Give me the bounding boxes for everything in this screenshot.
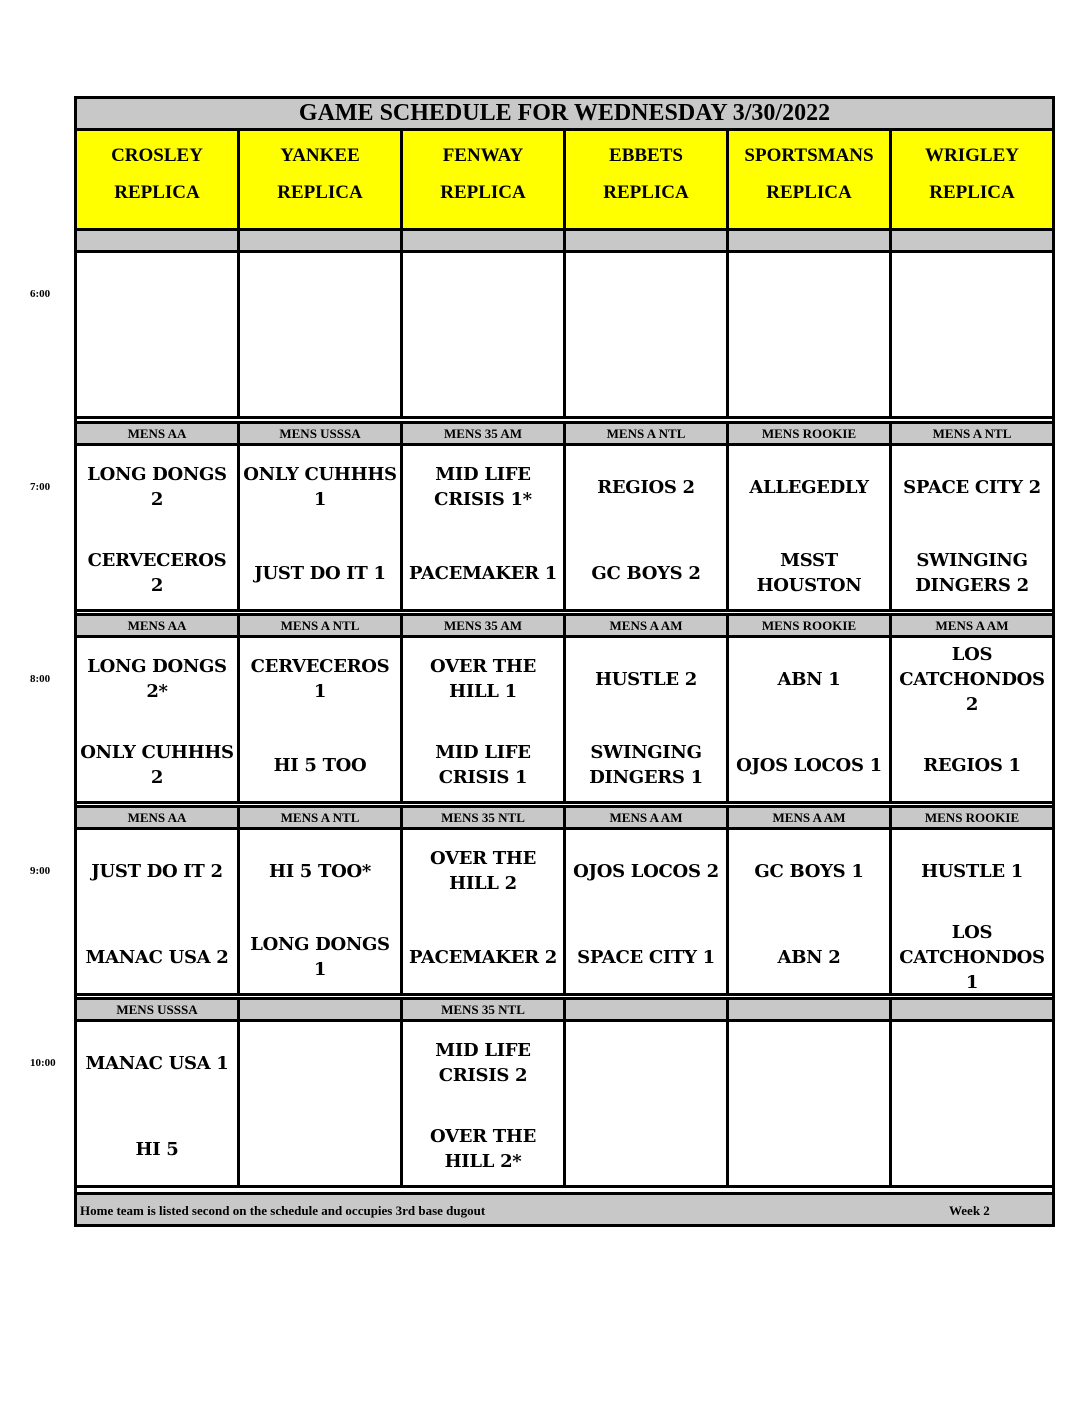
game-cell — [563, 443, 729, 612]
schedule-footer — [74, 1192, 1055, 1227]
game-cell — [237, 635, 403, 804]
home-team: JUST DO IT 1 — [254, 563, 386, 584]
game-cell — [563, 1019, 729, 1188]
field-type: REPLICA — [440, 182, 526, 203]
division-label: MENS ROOKIE — [726, 421, 892, 446]
field-type: REPLICA — [929, 182, 1015, 203]
field-type: REPLICA — [603, 182, 689, 203]
division-label: MENS ROOKIE — [889, 805, 1055, 830]
division-label: MENS AA — [74, 613, 240, 638]
home-team: MSST HOUSTON — [756, 550, 862, 596]
away-team: OVER THE HILL 2 — [430, 848, 536, 894]
time-label: 10:00 — [30, 1057, 56, 1069]
away-team: REGIOS 2 — [597, 477, 695, 498]
away-team: ABN 1 — [777, 669, 841, 690]
division-label: MENS 35 NTL — [400, 997, 566, 1022]
game-cell — [563, 250, 729, 419]
field-name: YANKEE — [280, 145, 360, 166]
game-cell — [400, 635, 566, 804]
home-team: LOS CATCHONDOS 1 — [899, 922, 1045, 993]
game-cell — [889, 635, 1055, 804]
game-cell — [74, 827, 240, 996]
division-label: MENS A NTL — [563, 421, 729, 446]
field-name: CROSLEY — [111, 145, 203, 166]
game-cell — [237, 1019, 403, 1188]
game-cell — [889, 443, 1055, 612]
time-label: 9:00 — [30, 865, 51, 877]
away-team: GC BOYS 1 — [754, 861, 864, 882]
home-team: PACEMAKER 2 — [409, 947, 557, 968]
field-type: REPLICA — [277, 182, 363, 203]
schedule-title: GAME SCHEDULE FOR WEDNESDAY 3/30/2022 — [74, 96, 1055, 131]
division-label: MENS A AM — [726, 805, 892, 830]
away-team: HI 5 TOO* — [269, 861, 371, 882]
away-team: OJOS LOCOS 2 — [573, 861, 719, 882]
away-team: OVER THE HILL 1 — [430, 656, 536, 702]
game-cell — [889, 1019, 1055, 1188]
division-label: MENS A NTL — [237, 805, 403, 830]
away-team: LOS CATCHONDOS 2 — [899, 644, 1045, 715]
game-cell — [726, 250, 892, 419]
home-team: GC BOYS 2 — [591, 563, 701, 584]
away-team: HUSTLE 1 — [921, 861, 1023, 882]
away-team: ONLY CUHHHS 1 — [243, 464, 397, 510]
home-team: HI 5 TOO — [273, 755, 367, 776]
home-team: ABN 2 — [777, 947, 841, 968]
home-team: SPACE CITY 1 — [577, 947, 715, 968]
home-team: LONG DONGS 1 — [250, 934, 390, 980]
game-cell — [726, 827, 892, 996]
game-cell — [400, 1019, 566, 1188]
time-label: 8:00 — [30, 673, 51, 685]
field-header — [74, 128, 240, 231]
division-label: MENS A NTL — [889, 421, 1055, 446]
time-label: 7:00 — [30, 481, 51, 493]
field-name: EBBETS — [609, 145, 683, 166]
division-label: MENS ROOKIE — [726, 613, 892, 638]
game-cell — [400, 443, 566, 612]
game-cell — [400, 250, 566, 419]
game-cell — [74, 443, 240, 612]
division-label: MENS AA — [74, 421, 240, 446]
time-label: 6:00 — [30, 288, 51, 300]
game-cell — [237, 250, 403, 419]
division-label: MENS AA — [74, 805, 240, 830]
field-header — [563, 128, 729, 231]
game-cell — [237, 827, 403, 996]
home-team: OJOS LOCOS 1 — [736, 755, 882, 776]
away-team: LONG DONGS 2* — [87, 656, 227, 702]
home-team: SWINGING DINGERS 1 — [589, 742, 703, 788]
home-team: CERVECEROS 2 — [87, 550, 227, 596]
division-label: MENS A AM — [563, 805, 729, 830]
game-cell — [563, 635, 729, 804]
home-team: MANAC USA 2 — [85, 947, 229, 968]
game-cell — [237, 443, 403, 612]
field-name: FENWAY — [442, 145, 524, 166]
field-name: WRIGLEY — [925, 145, 1019, 166]
game-cell — [74, 635, 240, 804]
away-team: HUSTLE 2 — [595, 669, 697, 690]
home-team: HI 5 — [135, 1139, 179, 1160]
division-label: MENS 35 AM — [400, 613, 566, 638]
away-team: SPACE CITY 2 — [903, 477, 1041, 498]
home-team: OVER THE HILL 2* — [430, 1126, 536, 1172]
game-cell — [726, 1019, 892, 1188]
away-team: MANAC USA 1 — [85, 1053, 229, 1074]
division-label: MENS USSSA — [74, 997, 240, 1022]
game-cell — [726, 443, 892, 612]
home-team: REGIOS 1 — [923, 755, 1021, 776]
home-team: SWINGING DINGERS 2 — [915, 550, 1029, 596]
division-label: MENS A AM — [563, 613, 729, 638]
home-team: PACEMAKER 1 — [409, 563, 557, 584]
division-label: MENS 35 AM — [400, 421, 566, 446]
away-team: LONG DONGS 2 — [87, 464, 227, 510]
game-cell — [400, 827, 566, 996]
game-cell — [726, 635, 892, 804]
away-team: MID LIFE CRISIS 2 — [435, 1040, 531, 1086]
home-team: MID LIFE CRISIS 1 — [435, 742, 531, 788]
away-team: ALLEGEDLY — [749, 477, 869, 498]
field-header — [726, 128, 892, 231]
game-cell — [889, 827, 1055, 996]
division-label: MENS 35 NTL — [400, 805, 566, 830]
away-team: MID LIFE CRISIS 1* — [434, 464, 532, 510]
field-header — [237, 128, 403, 231]
game-cell — [889, 250, 1055, 419]
away-team: JUST DO IT 2 — [91, 861, 223, 882]
week-label: Week 2 — [949, 1203, 990, 1218]
game-cell — [563, 827, 729, 996]
field-name: SPORTSMANS — [744, 145, 874, 166]
game-cell — [74, 1019, 240, 1188]
away-team: CERVECEROS 1 — [250, 656, 390, 702]
field-type: REPLICA — [766, 182, 852, 203]
home-team: ONLY CUHHHS 2 — [80, 742, 234, 788]
division-label: MENS A NTL — [237, 613, 403, 638]
field-header — [889, 128, 1055, 231]
division-label: MENS USSSA — [237, 421, 403, 446]
field-type: REPLICA — [114, 182, 200, 203]
field-header — [400, 128, 566, 231]
home-team-note: Home team is listed second on the schedule and occupies 3rd base dugout — [80, 1203, 486, 1218]
division-label: MENS A AM — [889, 613, 1055, 638]
game-cell — [74, 250, 240, 419]
